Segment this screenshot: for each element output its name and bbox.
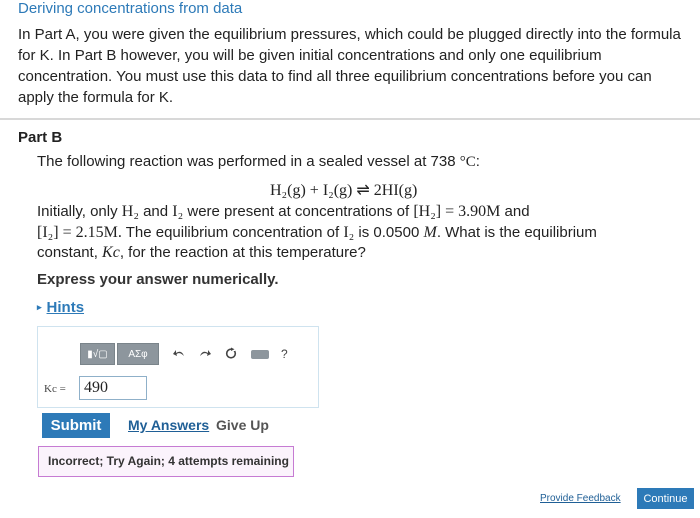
reaction-equation: H₂(g) + I₂(g) ⇌ 2HI(g)	[270, 182, 418, 199]
my-answers-link[interactable]: My Answers	[128, 417, 210, 433]
hints-toggle[interactable]	[37, 299, 84, 316]
question-colon: :	[475, 153, 480, 170]
templates-button[interactable]: ▮√▢	[80, 343, 115, 365]
hints-label: Hints	[46, 299, 85, 316]
undo-icon[interactable]	[173, 347, 185, 362]
kc-answer-input[interactable]: 490	[79, 376, 147, 400]
reset-icon[interactable]	[225, 347, 237, 362]
h2-species: H₂	[121, 203, 139, 220]
temperature-unit: °C	[459, 154, 476, 170]
question-text-2b: were present at concentrations of	[187, 203, 410, 220]
i2-species-2: I₂	[343, 224, 355, 241]
feedback-message: Incorrect; Try Again; 4 attempts remaining	[48, 454, 289, 468]
give-up-link[interactable]: Give Up	[216, 417, 269, 433]
question-text-3b: is 0.0500	[358, 224, 420, 241]
question-text-4b: , for the reaction at this temperature?	[119, 244, 366, 261]
redo-icon[interactable]	[199, 347, 211, 362]
submit-button[interactable]: Submit	[42, 413, 110, 438]
keyboard-icon[interactable]	[251, 350, 269, 359]
molar-unit: M	[423, 224, 437, 241]
provide-feedback-link[interactable]: Provide Feedback	[540, 493, 621, 504]
question-line-3	[37, 224, 597, 242]
i2-initial-concentration: [I₂] = 2.15M.	[37, 224, 122, 241]
i2-species: I₂	[172, 203, 184, 220]
question-line-1	[37, 153, 480, 171]
symbols-button[interactable]: ΑΣφ	[117, 343, 159, 365]
kc-symbol: Kc	[102, 244, 120, 261]
part-label: Part B	[18, 129, 63, 146]
section-divider	[0, 118, 700, 120]
question-text-1: The following reaction was performed in a sealed vessel at 738	[37, 153, 456, 170]
help-button[interactable]: ?	[281, 347, 288, 361]
question-line-2	[37, 203, 530, 221]
kc-input-label: Kc =	[44, 383, 66, 395]
question-text-2-and: and	[143, 203, 169, 220]
question-line-4	[37, 244, 366, 262]
question-text-2c: and	[504, 203, 530, 220]
answer-instruction: Express your answer numerically.	[37, 271, 279, 288]
question-text-3a: The equilibrium concentration of	[125, 224, 340, 241]
intro-title: Deriving concentrations from data	[18, 0, 243, 17]
math-toolbar	[80, 343, 288, 365]
caret-right-icon: ▸	[37, 302, 42, 312]
h2-initial-concentration: [H₂] = 3.90M	[413, 203, 501, 220]
intro-paragraph: In Part A, you were given the equilibrium pressures, which could be plugged directly into the formula for K. In Part B however, you will be given initial concentrations and only one equilibrium concentration. You must use this data to find all three equilibrium concentrations before you can apply the formula for K.	[18, 26, 681, 106]
question-text-4a: constant,	[37, 244, 98, 261]
question-text-2a: Initially, only	[37, 203, 118, 220]
question-text-3c: . What is the equilibrium	[436, 224, 597, 241]
continue-button[interactable]: Continue	[637, 488, 694, 509]
